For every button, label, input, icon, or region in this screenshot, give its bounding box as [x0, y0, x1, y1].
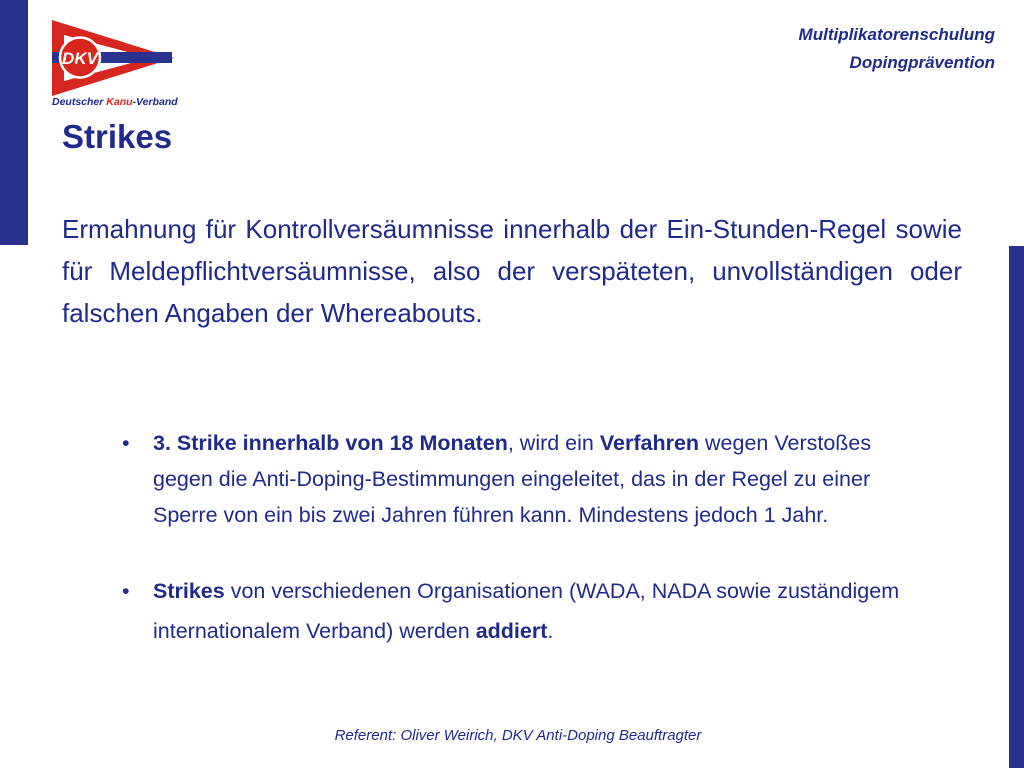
logo-text: DKV	[62, 49, 98, 68]
header	[799, 21, 995, 77]
right-accent-bar	[1009, 246, 1024, 768]
header-line-2: Dopingprävention	[849, 53, 995, 72]
bullet-marker: •	[122, 579, 130, 603]
intro-paragraph: Ermahnung für Kontrollversäumnisse innerhalb der Ein-Stunden-Regel sowie für Meldepflichtversäumnisse, also der verspäteten, unvollständigen oder falschen Angaben der Whereabouts.	[62, 214, 962, 328]
logo-caption: Deutscher Kanu-Verband	[52, 96, 178, 108]
bullet-marker: •	[122, 431, 130, 455]
header-line-1: Multiplikatorenschulung	[798, 25, 995, 44]
bullet-item: • Strikes von verschiedenen Organisationen (WADA, NADA sowie zuständigem internationalem Verband) werden addiert.	[122, 571, 922, 651]
bullet-item: • 3. Strike innerhalb von 18 Monaten, wird ein Verfahren wegen Verstoßes gegen die Anti-Doping-Bestimmungen eingeleitet, das in der Regel zu einer Sperre von ein bis zwei Jahren führen kann. Mindestens jedoch 1 Jahr.	[122, 425, 922, 533]
slide-title: Strikes	[62, 118, 173, 155]
footer-referent: Referent: Oliver Weirich, DKV Anti-Doping Beauftragter	[334, 727, 702, 744]
left-accent-bar	[0, 0, 28, 245]
bullet-list	[122, 425, 922, 651]
